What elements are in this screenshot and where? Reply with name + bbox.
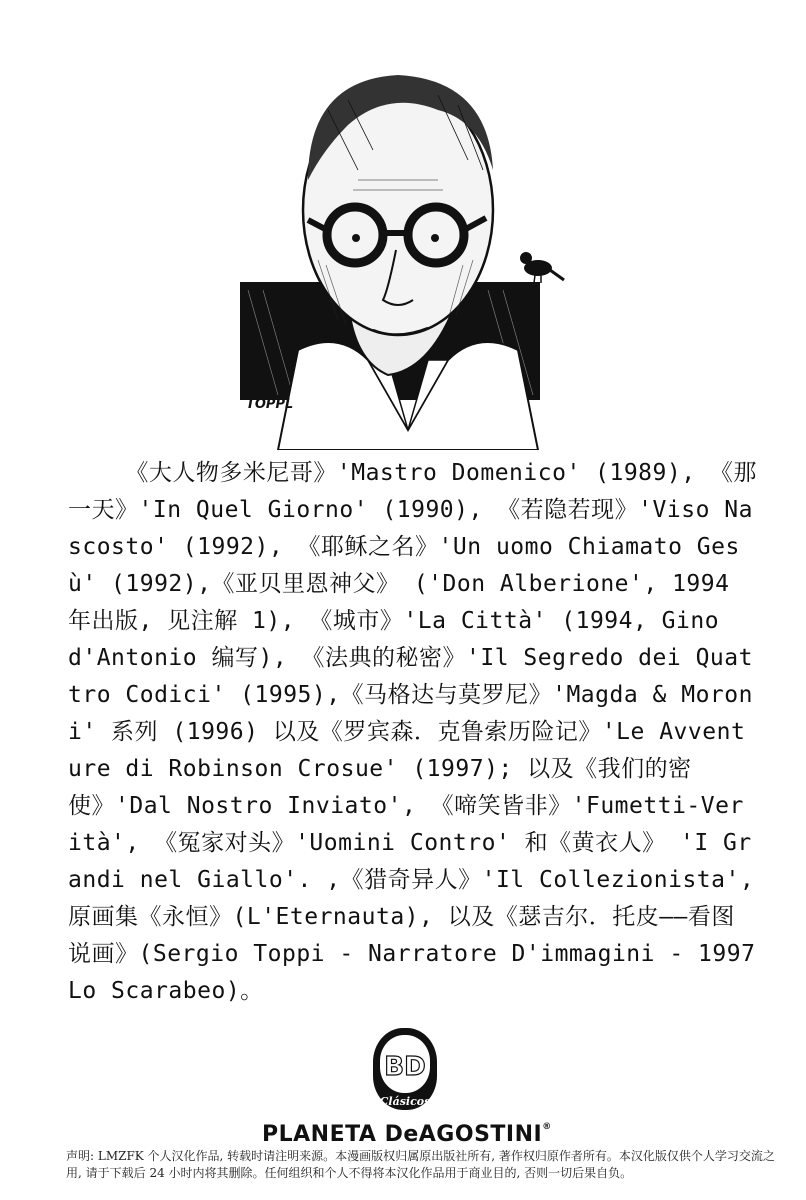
badge-bottom-text: Clásicos — [379, 1095, 431, 1108]
publisher-name: PLANETA DeAGOSTINI — [262, 1122, 543, 1147]
bd-clasicos-badge — [370, 1025, 440, 1113]
badge-top-text: BD — [384, 1052, 426, 1082]
biography-text: 《大人物多米尼哥》'Mastro Domenico' (1989), 《那一天》'In Quel Giorno' (1990), 《若隐若现》'Viso Nascosto' (1992), 《耶稣之名》'Un uomo Chiamato Gesù' (1992),《亚贝里恩神父》 ('Don Alberione', 1994 年出版, 见注解 1), 《城市》'La Città' (1994, Gino d'Antonio 编写), 《法典的秘密》'Il Segredo dei Quattro Codici' (1995),《马格达与莫罗尼》'Magda & Moroni' 系列 (1996) 以及《罗宾森．克鲁索历险记》'Le Avventure di Robinson Crosue' (1997); 以及《我们的密使》'Dal Nostro Inviato', 《啼笑皆非》'Fumetti-Verità', 《冤家对头》'Uomini Contro' 和《黄衣人》 'I Grandi nel Giallo'. ,《猎奇异人》'Il Collezionista', 原画集《永恒》(L'Eternauta), 以及《瑟吉尔．托皮——看图说画》(Sergio Toppi - Narratore D'immagini - 1997 Lo Scarabeo)。 — [68, 460, 770, 1004]
publisher-logo — [262, 1122, 562, 1150]
disclaimer-text: 声明: LMZFK 个人汉化作品, 转载时请注明来源。本漫画版权归属原出版社所有, 著作权归原作者所有。本汉化版仅供个人学习交流之用, 请于下载后 24 小时内将其删除。任何组织和个人不得将本汉化作品用于商业目的, 否则一切后果自负。 — [66, 1149, 775, 1180]
artist-signature: TOPPL — [246, 397, 294, 412]
bird-icon — [520, 252, 564, 283]
registered-mark: ® — [542, 1122, 552, 1132]
author-portrait-illustration — [238, 30, 570, 450]
